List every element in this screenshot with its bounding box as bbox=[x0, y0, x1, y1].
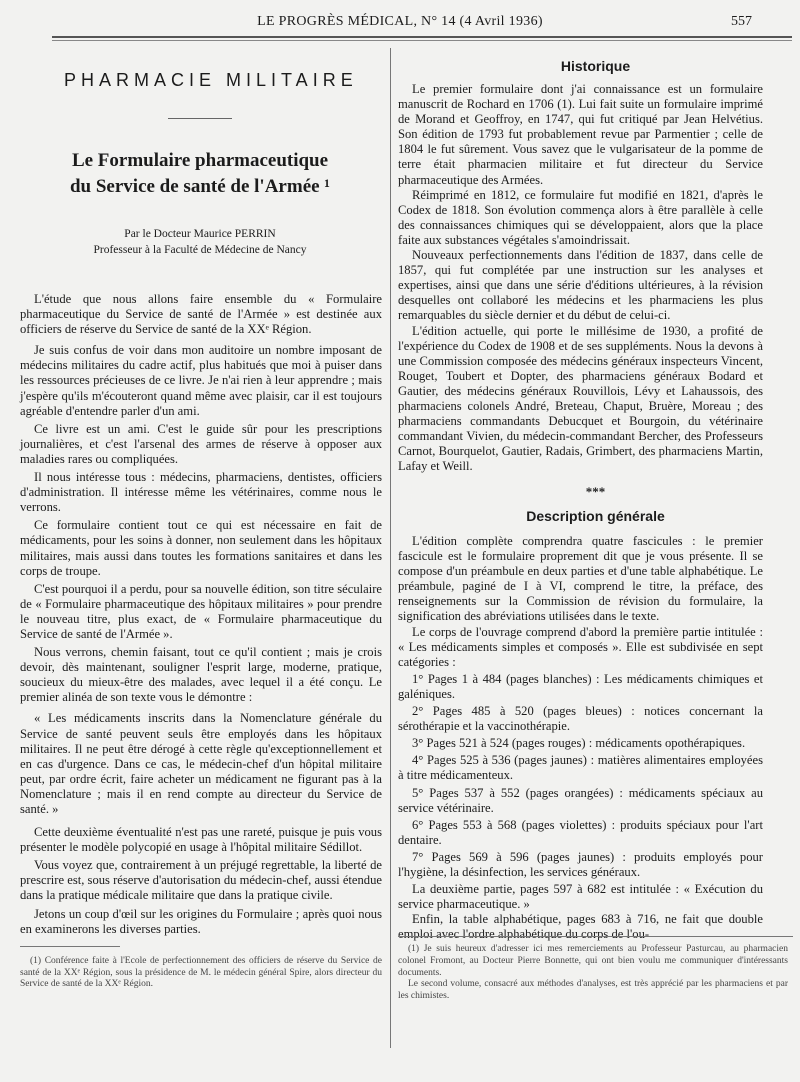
left-column-body bbox=[20, 292, 382, 937]
byline-affiliation: Professeur à la Faculté de Médecine de Nancy bbox=[93, 244, 307, 256]
section-asterism: *** bbox=[585, 484, 606, 499]
paragraph: L'édition complète comprendra quatre fascicules : le premier fascicule est le formulaire proprement dit que je vous présente. Il se compose d'un préambule en deux parties et d'une table alphabétique. Le préambule, paginé de I à VI, comprend le titre, la préface, des renseignements sur la Commission de révision du formulaire, la signification des abréviations utilisées dans le texte. bbox=[398, 534, 763, 624]
paragraph: Le corps de l'ouvrage comprend d'abord la première partie intitulée : « Les médicaments simples et composés ». Elle est subdivisée en sept catégories : bbox=[398, 624, 763, 669]
column-divider bbox=[390, 48, 391, 1048]
footnote-text: (1) Je suis heureux d'adresser ici mes remerciements au Professeur Pasturcau, au pharmacien colonel Fromont, au Docteur Pierre Bonnette, qui ont bien voulu me communiquer d'intéressants documents. bbox=[398, 944, 788, 978]
list-item: 3° Pages 521 à 524 (pages rouges) : médicaments opothérapiques. bbox=[412, 736, 746, 751]
heading-description: Description générale bbox=[526, 508, 665, 524]
left-footnote bbox=[20, 956, 382, 991]
running-header bbox=[0, 14, 800, 32]
section-title: PHARMACIE MILITAIRE bbox=[64, 70, 358, 90]
list-item: 4° Pages 525 à 536 (pages jaunes) : matières alimentaires employées à titre médicamenteux. bbox=[398, 753, 763, 783]
paragraph: Le premier formulaire dont j'ai connaissance est un formulaire manuscrit de Rochard en 1706 (1). Lui fait suite un formulaire imprimé de Morand et Geoffroy, en 1747, qui fut critiqué par Jean Helvétius. Son édition de 1793 fut probablement revue par Parmentier ; celle de 1804 le fut sûrement. Vous savez que le vulgarisateur de la pomme de terre était pharmacien militaire et fut directeur du Service pharmaceutique des Armées. bbox=[398, 82, 763, 187]
byline-author: Par le Docteur Maurice PERRIN bbox=[124, 228, 276, 240]
footnote-rule bbox=[20, 946, 120, 947]
header-rule bbox=[52, 36, 792, 38]
paragraph: L'étude que nous allons faire ensemble du « Formulaire pharmaceutique du Service de santé de l'Armée » est destinée aux officiers de réserve du Service de santé de la XXᵉ Région. bbox=[20, 292, 382, 337]
paragraph: Jetons un coup d'œil sur les origines du Formulaire ; après quoi nous en examinerons les diverses parties. bbox=[20, 906, 382, 936]
paragraph: Nouveaux perfectionnements dans l'édition de 1837, dans celle de 1857, qui fut complétée par une instruction sur les analyses et expertises, ainsi que dans une série d'éditions ultérieures, à la révision desquelles ont collaboré les médecins et les pharmaciens les plus remarquables du siècle dernier et du début de celui-ci. bbox=[398, 248, 763, 323]
footnote-rule bbox=[398, 936, 793, 937]
paragraph: Ce formulaire contient tout ce qui est nécessaire en fait de médicaments, pour les soins à donner, non seulement dans les hôpitaux militaires, mais aussi dans toutes les formations sanitaires et dans les corps de troupe. bbox=[20, 518, 382, 578]
section-rule bbox=[168, 118, 232, 119]
running-title: LE PROGRÈS MÉDICAL, N° 14 (4 Avril 1936) bbox=[257, 14, 543, 29]
paragraph: La deuxième partie, pages 597 à 682 est intitulée : « Exécution du service pharmaceutique. » bbox=[398, 882, 763, 912]
paragraph: Cette deuxième éventualité n'est pas une rareté, puisque je puis vous présenter le modèle polycopié en usage à l'hôpital militaire Sédillot. bbox=[20, 825, 382, 855]
page-number: 557 bbox=[731, 14, 752, 29]
paragraph: Ce livre est un ami. C'est le guide sûr pour les prescriptions journalières, et c'est l'arsenal des armes de réserve à opposer aux maladies rares ou compliquées. bbox=[20, 421, 382, 466]
paragraph: Réimprimé en 1812, ce formulaire fut modifié en 1821, d'après le Codex de 1818. Son évolution commença alors à être parallèle à celle des connaissances chimiques qui se développaient, alors que la place faite aux substances végétales s'amoindrissait. bbox=[398, 187, 763, 247]
right-column-historique bbox=[398, 82, 763, 474]
paragraph: C'est pourquoi il a perdu, pour sa nouvelle édition, son titre séculaire de « Formulaire pharmaceutique des hôpitaux militaires » pour prendre le nouveau titre, plus exact, de « Formulaire pharmaceutique du Service de santé de l'Armée ». bbox=[20, 581, 382, 641]
footnote-text: (1) Conférence faite à l'Ecole de perfectionnement des officiers de réserve du Service de santé de la XXᵉ Région, sous la présidence de M. le médecin général Spire, alors directeur du Service de santé de la XXᵉ Région. bbox=[20, 956, 382, 989]
list-item: 6° Pages 553 à 568 (pages violettes) : produits spéciaux pour l'art dentaire. bbox=[398, 817, 763, 847]
paragraph: Enfin, la table alphabétique, pages 683 à 716, ne fait que double emploi avec l'ordre alphabétique du corps de l'ou- bbox=[398, 912, 763, 942]
paragraph: Il nous intéresse tous : médecins, pharmaciens, dentistes, officiers d'administration. Il intéresse même les vétérinaires, comme nous le verrons. bbox=[20, 470, 382, 515]
footnote-text: Le second volume, consacré aux méthodes d'analyses, est très apprécié par les pharmaciens et par les chimistes. bbox=[398, 979, 788, 1002]
right-footnotes bbox=[398, 944, 788, 1003]
list-item: 2° Pages 485 à 520 (pages bleues) : notices concernant la sérothérapie et la vaccinothérapie. bbox=[398, 704, 763, 734]
list-item: 5° Pages 537 à 552 (pages orangées) : médicaments spéciaux au service vétérinaire. bbox=[398, 785, 763, 815]
heading-historique: Historique bbox=[560, 58, 631, 74]
quoted-paragraph: « Les médicaments inscrits dans la Nomenclature générale du Service de santé peuvent seuls être employés dans les hôpitaux militaires. Il ne peut être dérogé à cette règle qu'exceptionnellement et en cas d'urgence. Dans ce cas, le médecin-chef d'un hôpital militaire peut, par ordre écrit, faire acheter un médicament ne figurant pas à la Nomenclature ; mais il en rend compte au directeur du Service de santé. » bbox=[20, 711, 382, 816]
paragraph: Je suis confus de voir dans mon auditoire un nombre imposant de médecins militaires du cadre actif, plus habitués que moi à puiser dans les ressources précieuses de ce livre. Je n'ai rien à leur apprendre ; mais j'espère qu'ils m'écouteront quand même avec plaisir, car il est toujours agréable d'entendre parler d'un ami. bbox=[20, 343, 382, 418]
article-title-line1: Le Formulaire pharmaceutique bbox=[71, 150, 329, 171]
header-rule-thin bbox=[52, 40, 792, 41]
paragraph: Nous verrons, chemin faisant, tout ce qu'il contient ; mais je crois devoir, dès maintenant, souligner l'esprit large, moderne, pratique, soucieux du mieux-être des malades, avec lequel il a été conçu. Le premier alinéa de son texte vous le démontre : bbox=[20, 645, 382, 705]
right-column-description bbox=[398, 534, 763, 942]
article-title-line2: du Service de santé de l'Armée ¹ bbox=[69, 176, 331, 197]
list-item: 7° Pages 569 à 596 (pages jaunes) : produits employés pour l'hygiène, la désinfection, les services généraux. bbox=[398, 849, 763, 879]
paragraph: L'édition actuelle, qui porte le millésime de 1930, a profité de l'expérience du Codex de 1908 et de ses suppléments. Nous la devons à une Commission composée des médecins généraux inspecteurs Vincent, Rouget, Toubert et Dopter, des pharmaciens généraux Bodard et Gautier, des médecins généraux Rouvillois, Lévy et Lahaussois, des pharmaciens colonels André, Breteau, Chaput, Bruère, Moreau ; des pharmaciens commandants Debucquet et Bourgoin, du vétérinaire commandant Vivien, du médecin-commandant Bercher, des Professeurs Carnot, Bourquelot, Gautier, Radais, Grimbert, des pharmaciens Martin, Lafay et Weill. bbox=[398, 323, 763, 474]
list-item: 1° Pages 1 à 484 (pages blanches) : Les médicaments chimiques et galéniques. bbox=[398, 671, 763, 701]
paragraph: Vous voyez que, contrairement à un préjugé regrettable, la liberté de prescrire est, sous réserve d'autorisation du médecin-chef, aussi étendue dans la pratique médicale militaire que dans la pratique civile. bbox=[20, 858, 382, 903]
